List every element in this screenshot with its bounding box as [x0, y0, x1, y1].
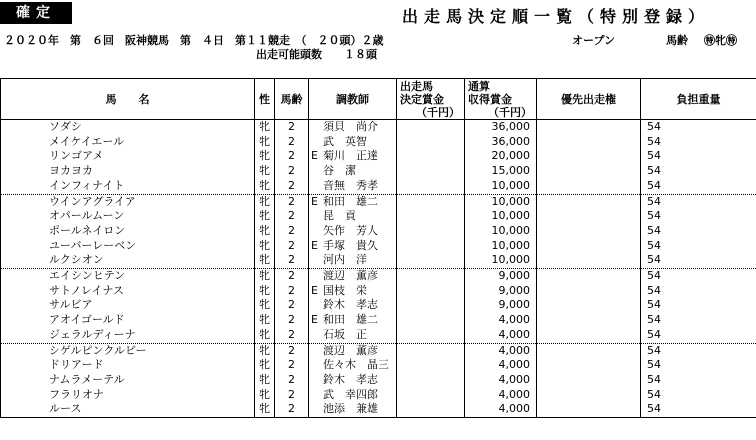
decision-prize — [397, 298, 465, 313]
east-mark: E — [311, 238, 318, 252]
race-class: オープン — [572, 34, 616, 47]
horse-name: オパールムーン — [1, 209, 255, 224]
trainer-text: 音無 秀孝 — [323, 178, 378, 192]
sex-condition: ㊕牝㊕ — [704, 34, 737, 47]
total-header-line1: 通算 — [468, 79, 490, 93]
total-prize: 4,000 — [465, 358, 537, 373]
horse-age: 2 — [275, 179, 309, 194]
decision-prize — [397, 194, 465, 209]
carried-weight: 54 — [641, 239, 756, 254]
horse-name: シゲルピンクルビー — [1, 343, 255, 358]
horse-age: 2 — [275, 164, 309, 179]
decision-prize — [397, 284, 465, 299]
trainer-text: 矢作 芳人 — [323, 223, 378, 237]
priority-entry — [537, 388, 641, 403]
table-row — [1, 194, 756, 209]
trainer-name — [309, 402, 397, 417]
table-row — [1, 253, 756, 268]
horse-name: リンゴアメ — [1, 149, 255, 164]
trainer-text: 手塚 貴久 — [323, 238, 378, 252]
decision-prize — [397, 358, 465, 373]
priority-entry — [537, 328, 641, 343]
carried-weight: 54 — [641, 224, 756, 239]
carried-weight: 54 — [641, 194, 756, 209]
horse-age: 2 — [275, 239, 309, 254]
horse-sex: 牝 — [255, 239, 275, 254]
trainer-text: 菊川 正達 — [323, 149, 378, 163]
total-prize: 36,000 — [465, 135, 537, 150]
horse-sex: 牝 — [255, 224, 275, 239]
total-prize: 36,000 — [465, 120, 537, 135]
horse-age: 2 — [275, 194, 309, 209]
decision-prize — [397, 253, 465, 268]
priority-entry — [537, 164, 641, 179]
horse-name: サトノレイナス — [1, 284, 255, 299]
trainer-name — [309, 269, 397, 284]
priority-entry — [537, 135, 641, 150]
trainer-name — [309, 149, 397, 164]
carried-weight: 54 — [641, 120, 756, 135]
decision-prize — [397, 135, 465, 150]
table-row — [1, 209, 756, 224]
horse-name: ルース — [1, 402, 255, 417]
total-prize: 10,000 — [465, 253, 537, 268]
carried-weight: 54 — [641, 343, 756, 358]
horse-age: 2 — [275, 135, 309, 150]
total-prize: 4,000 — [465, 343, 537, 358]
horse-name: アオイゴールド — [1, 313, 255, 328]
priority-entry — [537, 269, 641, 284]
horse-sex: 牝 — [255, 343, 275, 358]
column-header-sex: 性 — [255, 79, 275, 120]
trainer-name — [309, 239, 397, 254]
carried-weight: 54 — [641, 179, 756, 194]
horse-age: 2 — [275, 209, 309, 224]
table-row — [1, 373, 756, 388]
horse-name: フラリオナ — [1, 388, 255, 403]
priority-entry — [537, 284, 641, 299]
horse-sex: 牝 — [255, 194, 275, 209]
total-prize: 9,000 — [465, 269, 537, 284]
total-prize: 10,000 — [465, 179, 537, 194]
priority-entry — [537, 209, 641, 224]
race-info: ２０２０年 第 ６回 阪神競馬 第 ４日 第１１競走 （ ２０頭）２歳 — [4, 34, 384, 47]
horse-age: 2 — [275, 402, 309, 417]
horse-age: 2 — [275, 388, 309, 403]
horse-sex: 牝 — [255, 328, 275, 343]
horse-name: サルビア — [1, 298, 255, 313]
horse-name: エイシンヒテン — [1, 269, 255, 284]
prize-header-line1: 出走馬 — [400, 79, 433, 93]
trainer-name — [309, 358, 397, 373]
decision-prize — [397, 388, 465, 403]
trainer-name — [309, 298, 397, 313]
trainer-text: 鈴木 孝志 — [323, 372, 378, 386]
trainer-name — [309, 388, 397, 403]
table-row — [1, 224, 756, 239]
carried-weight: 54 — [641, 388, 756, 403]
horse-age: 2 — [275, 269, 309, 284]
table-header-row — [1, 79, 756, 120]
trainer-text: 渡辺 薫彦 — [323, 343, 378, 357]
table-row — [1, 328, 756, 343]
horse-sex: 牝 — [255, 313, 275, 328]
column-header-name: 馬 名 — [1, 79, 255, 120]
total-prize: 10,000 — [465, 209, 537, 224]
east-mark: E — [311, 149, 318, 163]
horse-age: 2 — [275, 373, 309, 388]
east-mark: E — [311, 283, 318, 297]
column-header-weight: 負担重量 — [641, 79, 756, 120]
horse-age: 2 — [275, 120, 309, 135]
priority-entry — [537, 120, 641, 135]
horse-name: ナムラメーテル — [1, 373, 255, 388]
horse-sex: 牝 — [255, 388, 275, 403]
carried-weight: 54 — [641, 373, 756, 388]
horse-sex: 牝 — [255, 135, 275, 150]
trainer-name — [309, 224, 397, 239]
trainer-name — [309, 284, 397, 299]
decision-prize — [397, 373, 465, 388]
table-row — [1, 149, 756, 164]
table-row — [1, 164, 756, 179]
horse-sex: 牝 — [255, 179, 275, 194]
trainer-name — [309, 120, 397, 135]
horse-sex: 牝 — [255, 373, 275, 388]
priority-entry — [537, 402, 641, 417]
total-header-line2: 収得賞金 — [468, 92, 512, 106]
carried-weight: 54 — [641, 328, 756, 343]
trainer-text: 国枝 栄 — [323, 283, 367, 297]
table-row — [1, 313, 756, 328]
table-row — [1, 135, 756, 150]
trainer-name — [309, 313, 397, 328]
trainer-text: 須貝 尚介 — [323, 120, 378, 133]
decision-prize — [397, 149, 465, 164]
carried-weight: 54 — [641, 358, 756, 373]
east-mark: E — [311, 194, 318, 208]
horse-sex: 牝 — [255, 149, 275, 164]
carried-weight: 54 — [641, 269, 756, 284]
trainer-text: 佐々木 晶三 — [323, 358, 389, 372]
horse-name: ジェラルディーナ — [1, 328, 255, 343]
horse-name: ユーバーレーベン — [1, 239, 255, 254]
trainer-name — [309, 253, 397, 268]
table-row — [1, 284, 756, 299]
horse-age: 2 — [275, 284, 309, 299]
decision-prize — [397, 209, 465, 224]
priority-entry — [537, 298, 641, 313]
decision-prize — [397, 120, 465, 135]
column-header-decision-prize — [397, 79, 465, 120]
horse-name: ヨカヨカ — [1, 164, 255, 179]
horse-sex: 牝 — [255, 402, 275, 417]
horse-age: 2 — [275, 224, 309, 239]
trainer-text: 渡辺 薫彦 — [323, 269, 378, 283]
table-row — [1, 269, 756, 284]
trainer-name — [309, 209, 397, 224]
horse-name: メイケイエール — [1, 135, 255, 150]
total-prize: 9,000 — [465, 298, 537, 313]
horse-name: ルクシオン — [1, 253, 255, 268]
priority-entry — [537, 194, 641, 209]
total-prize: 4,000 — [465, 373, 537, 388]
carried-weight: 54 — [641, 402, 756, 417]
trainer-name — [309, 373, 397, 388]
total-prize: 9,000 — [465, 284, 537, 299]
total-prize: 20,000 — [465, 149, 537, 164]
trainer-text: 和田 雄二 — [323, 313, 378, 327]
total-prize: 10,000 — [465, 194, 537, 209]
table-row — [1, 402, 756, 417]
horse-age: 2 — [275, 298, 309, 313]
priority-entry — [537, 253, 641, 268]
horse-name: ソダシ — [1, 120, 255, 135]
table-row — [1, 120, 756, 135]
carried-weight: 54 — [641, 135, 756, 150]
carried-weight: 54 — [641, 253, 756, 268]
trainer-text: 石坂 正 — [323, 327, 367, 341]
total-header-line3: （千円） — [488, 105, 532, 119]
trainer-name — [309, 135, 397, 150]
total-prize: 10,000 — [465, 224, 537, 239]
priority-entry — [537, 343, 641, 358]
carried-weight: 54 — [641, 313, 756, 328]
entry-table — [0, 78, 756, 418]
horse-sex: 牝 — [255, 209, 275, 224]
decision-prize — [397, 328, 465, 343]
total-prize: 10,000 — [465, 239, 537, 254]
horse-sex: 牝 — [255, 284, 275, 299]
trainer-name — [309, 179, 397, 194]
horse-sex: 牝 — [255, 120, 275, 135]
horse-age: 2 — [275, 328, 309, 343]
table-row — [1, 343, 756, 358]
decision-prize — [397, 164, 465, 179]
horse-name: ポールネイロン — [1, 224, 255, 239]
column-header-trainer: 調教師 — [309, 79, 397, 120]
prize-header-line2: 決定賞金 — [400, 92, 444, 106]
horse-sex: 牝 — [255, 358, 275, 373]
priority-entry — [537, 224, 641, 239]
horse-age: 2 — [275, 358, 309, 373]
horse-sex: 牝 — [255, 164, 275, 179]
confirmed-badge: 確定 — [0, 2, 72, 24]
trainer-name — [309, 343, 397, 358]
trainer-text: 武 幸四郎 — [323, 387, 378, 401]
decision-prize — [397, 269, 465, 284]
trainer-name — [309, 164, 397, 179]
column-header-priority: 優先出走権 — [537, 79, 641, 120]
carried-weight: 54 — [641, 149, 756, 164]
horse-sex: 牝 — [255, 269, 275, 284]
priority-entry — [537, 149, 641, 164]
column-header-age: 馬齢 — [275, 79, 309, 120]
total-prize: 15,000 — [465, 164, 537, 179]
trainer-text: 鈴木 孝志 — [323, 298, 378, 312]
trainer-name — [309, 194, 397, 209]
carried-weight: 54 — [641, 298, 756, 313]
document-title: 出走馬決定順一覧（特別登録） — [402, 7, 711, 26]
trainer-text: 池添 兼雄 — [323, 402, 378, 416]
table-row — [1, 358, 756, 373]
decision-prize — [397, 343, 465, 358]
column-header-total-prize — [465, 79, 537, 120]
decision-prize — [397, 179, 465, 194]
priority-entry — [537, 358, 641, 373]
decision-prize — [397, 224, 465, 239]
horse-age: 2 — [275, 343, 309, 358]
carried-weight: 54 — [641, 209, 756, 224]
trainer-text: 昆 貢 — [323, 209, 356, 223]
starter-capacity: 出走可能頭数 １８頭 — [256, 48, 377, 61]
horse-name: ドリアード — [1, 358, 255, 373]
east-mark: E — [311, 313, 318, 327]
table-row — [1, 239, 756, 254]
trainer-name — [309, 328, 397, 343]
total-prize: 4,000 — [465, 388, 537, 403]
table-row — [1, 298, 756, 313]
horse-age: 2 — [275, 313, 309, 328]
horse-age: 2 — [275, 253, 309, 268]
decision-prize — [397, 402, 465, 417]
decision-prize — [397, 239, 465, 254]
horse-name: ウインアグライア — [1, 194, 255, 209]
trainer-text: 和田 雄二 — [323, 194, 378, 208]
horse-sex: 牝 — [255, 298, 275, 313]
prize-header-line3: （千円） — [416, 105, 460, 119]
total-prize: 4,000 — [465, 402, 537, 417]
priority-entry — [537, 373, 641, 388]
carried-weight: 54 — [641, 164, 756, 179]
horse-name: インフィナイト — [1, 179, 255, 194]
decision-prize — [397, 313, 465, 328]
horse-age: 2 — [275, 149, 309, 164]
carried-weight: 54 — [641, 284, 756, 299]
priority-entry — [537, 313, 641, 328]
total-prize: 4,000 — [465, 313, 537, 328]
age-condition: 馬齢 — [666, 34, 688, 47]
trainer-text: 武 英智 — [323, 134, 367, 148]
trainer-text: 河内 洋 — [323, 253, 367, 267]
trainer-text: 谷 潔 — [323, 164, 356, 178]
total-prize: 4,000 — [465, 328, 537, 343]
priority-entry — [537, 239, 641, 254]
horse-sex: 牝 — [255, 253, 275, 268]
table-row — [1, 179, 756, 194]
table-row — [1, 388, 756, 403]
priority-entry — [537, 179, 641, 194]
